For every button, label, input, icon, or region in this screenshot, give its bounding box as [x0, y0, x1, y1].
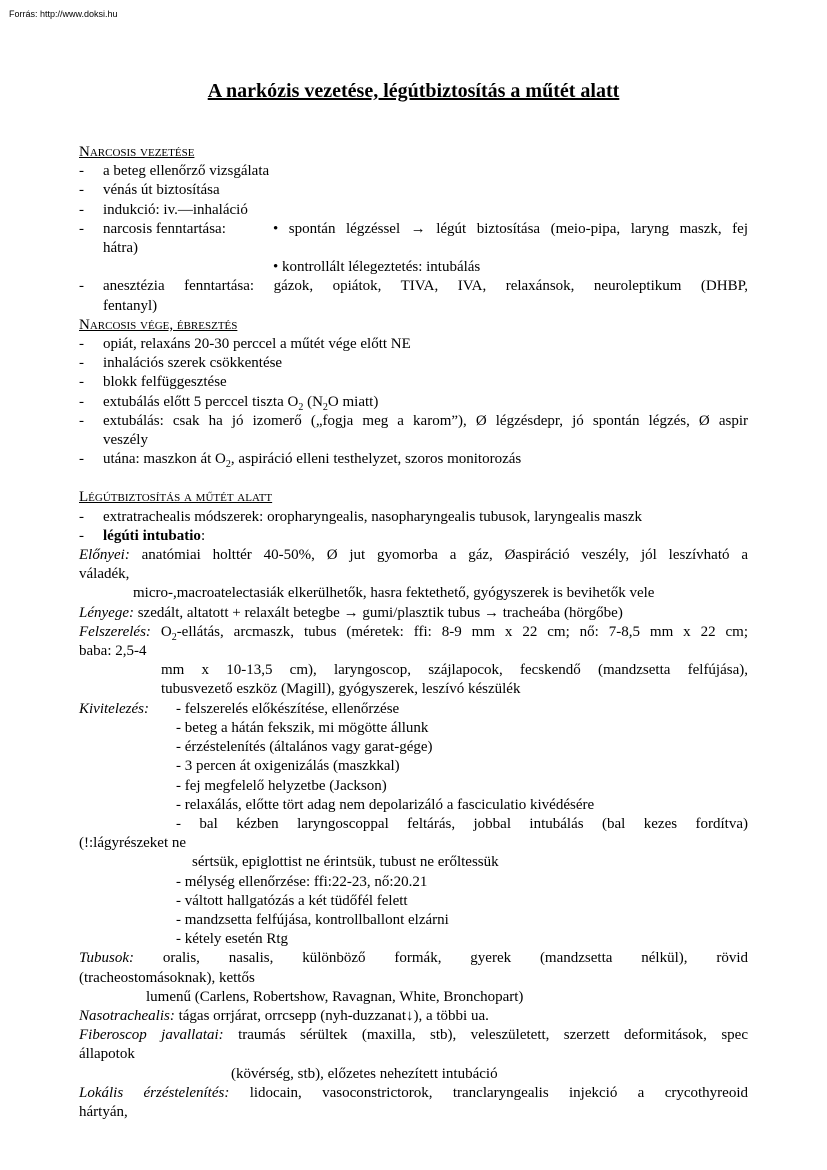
paragraph-fiberoscop: Fiberoscop javallatai: traumás sérültek (maxilla, stb), veleszületett, szerzett deformitások, spec — [79, 1027, 748, 1044]
paragraph-felszereles: Felszerelés: $O_2$-ellátás, arcmaszk, tubus (méretek: ffi: 8-9 mm x 22 cm; nő: 7-8,5 mm x 22 cm; — [79, 623, 748, 643]
list-item-continuation: • kontrollált lélegeztetés: intubálás — [273, 259, 481, 276]
list-item: - extubálás: csak ha jó izomerő („fogja meg a karom”), Ø légzésdepr, jó spontán légzés, Ø aspir — [79, 412, 748, 429]
list-item: - blokk felfüggesztése — [79, 374, 227, 391]
paragraph-continuation: baba: 2,5-4 — [79, 643, 147, 660]
paragraph-tubusok: Tubusok: oralis, nasalis, különböző formák, gyerek (mandzsetta nélkül), rövid — [79, 950, 748, 967]
list-item: - opiát, relaxáns 20-30 perccel a műtét vége előtt NE — [79, 336, 411, 353]
list-item: - inhalációs szerek csökkentése — [79, 355, 283, 372]
paragraph-lenyege: Lényege: szedált, altatott + relaxált betegbe → gumi/plasztik tubus → tracheába (hörgőbe) — [79, 604, 623, 621]
paragraph-continuation: állapotok — [79, 1046, 135, 1063]
paragraph-continuation: lumenű (Carlens, Robertshow, Ravagnan, White, Bronchopart) — [146, 988, 524, 1005]
source-note: Forrás: http://www.doksi.hu — [9, 9, 118, 19]
paragraph-kivitelezes: Kivitelezés: - felszerelés előkészítése, ellenőrzése — [79, 700, 400, 717]
step-item: - mélység ellenőrzése: ffi:22-23, nő:20.21 — [176, 873, 428, 890]
step-item-continuation: sértsük, epiglottist ne érintsük, tubust ne erőltessük — [192, 854, 499, 871]
step-item: - kétely esetén Rtg — [176, 931, 289, 948]
list-item: - indukció: iv.—inhaláció — [79, 201, 248, 218]
step-item-continuation: (!:lágyrészeket ne — [79, 835, 187, 852]
paragraph-continuation: hártyán, — [79, 1103, 128, 1120]
step-item: - bal kézben laryngoscoppal feltárás, jobbal intubálás (bal kezes fordítva) — [176, 815, 748, 832]
step-item: - váltott hallgatózás a két tüdőfél felett — [176, 892, 408, 909]
list-item: - légúti intubatio: — [79, 527, 206, 544]
step-item: - 3 percen át oxigenizálás (maszkkal) — [176, 758, 400, 775]
step-item: - relaxálás, előtte tört adag nem depolarizáló a fasciculatio kivédésére — [176, 796, 595, 813]
section-heading-ebresztes: Narcosis vége, ébresztés — [79, 316, 238, 333]
list-item: - extubálás előtt 5 perccel tiszta $O_2$ ($N_2O$ miatt) — [79, 393, 379, 413]
document-body — [79, 143, 748, 1122]
list-item: - vénás út biztosítása — [79, 182, 220, 199]
section-heading-narcosis: Narcosis vezetése — [79, 144, 195, 160]
step-item: - beteg a hátán fekszik, mi mögötte állunk — [176, 719, 429, 736]
list-item-continuation: fentanyl) — [103, 297, 158, 314]
paragraph-elonyei: Előnyei: anatómiai holttér 40-50%, Ø jut gyomorba a gáz, Øaspiráció veszély, jól leszívható a — [79, 547, 748, 564]
list-item-continuation: veszély — [103, 432, 148, 449]
paragraph-continuation: (kövérség, stb), előzetes nehezített intubáció — [231, 1065, 498, 1082]
step-item: - fej megfelelő helyzetbe (Jackson) — [176, 777, 387, 794]
paragraph-continuation: tubusvezető eszköz (Magill), gyógyszerek, leszívó készülék — [161, 681, 521, 698]
paragraph-continuation: váladék, — [79, 566, 130, 583]
paragraph-nasotrachealis: Nasotrachealis: tágas orrjárat, orrcsepp (nyh-duzzanat↓), a többi ua. — [79, 1007, 489, 1024]
list-item-continuation: hátra) — [103, 240, 138, 257]
list-item: - a beteg ellenőrző vizsgálata — [79, 163, 270, 180]
paragraph-continuation: mm x 10-13,5 cm), laryngoscop, szájlapocok, fecskendő (mandzsetta felfújása), — [161, 662, 748, 679]
paragraph-continuation: micro-,macroatelectasiák elkerülhetők, hasra fektethető, gyógyszerek is bevihetők vele — [133, 585, 655, 602]
list-item: - utána: maszkon át $O_2$, aspiráció elleni testhelyzet, szoros monitorozás — [79, 451, 522, 471]
step-item: - érzéstelenítés (általános vagy garat-gége) — [176, 739, 433, 756]
list-item: - narcosis fenntartása: • spontán légzéssel → légút biztosítása (meio-pipa, laryng maszk, fej — [79, 220, 748, 237]
list-item: - anesztézia fenntartása: gázok, opiátok, TIVA, IVA, relaxánsok, neuroleptikum (DHBP, — [79, 278, 748, 295]
step-item: - mandzsetta felfújása, kontrollballont elzárni — [176, 911, 449, 928]
page-title: A narkózis vezetése, légútbiztosítás a műtét alatt — [207, 80, 620, 102]
list-item: - extratrachealis módszerek: oropharyngealis, nasopharyngealis tubusok, laryngealis maszk — [79, 508, 642, 525]
section-heading-legutbiztositas: Légútbiztosítás a műtét alatt — [79, 489, 273, 506]
paragraph-lokalis: Lokális érzéstelenítés: lidocain, vasoconstrictorok, tranclaryngealis injekció a crycothyreoid — [79, 1084, 748, 1101]
paragraph-continuation: (tracheostomásoknak), kettős — [79, 969, 255, 986]
